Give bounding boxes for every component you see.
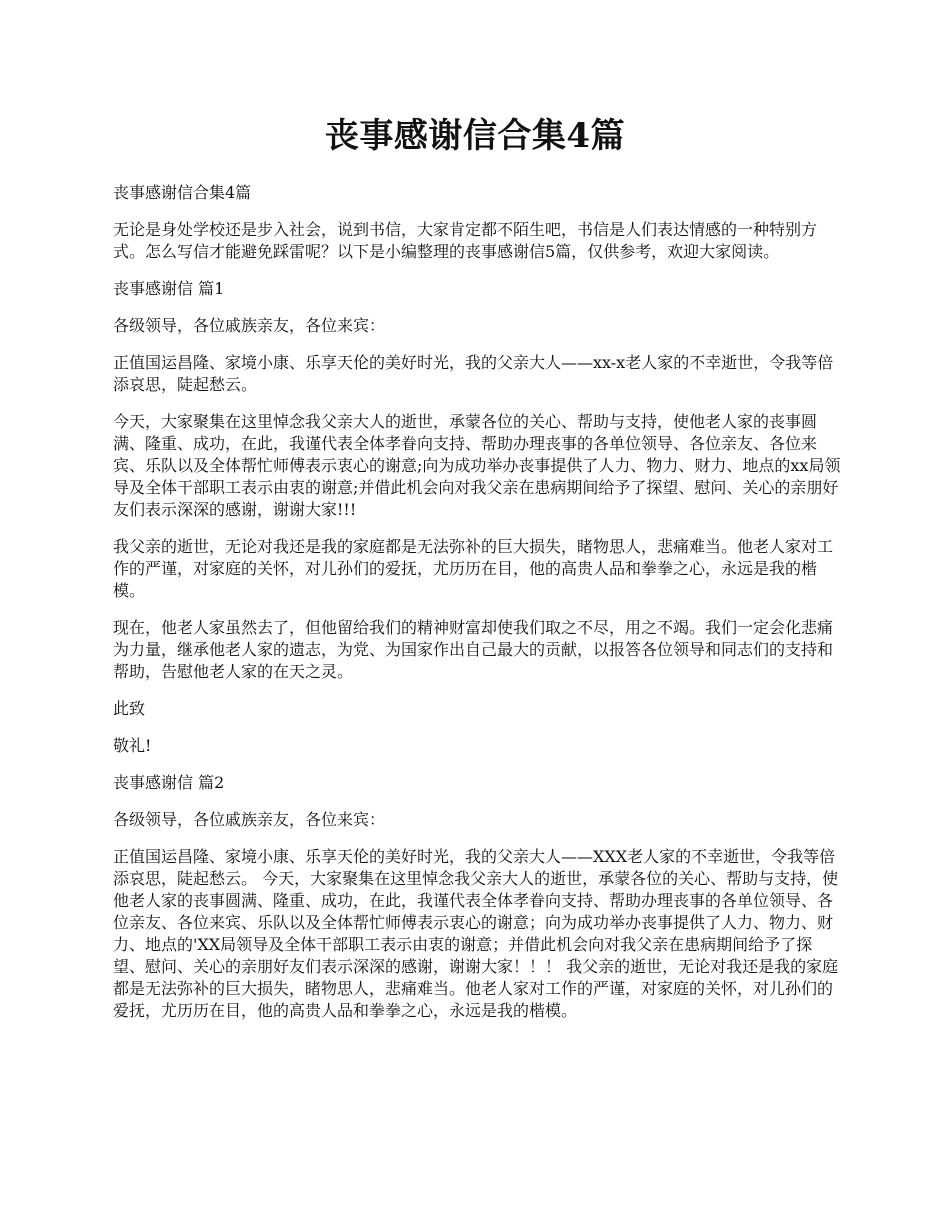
document-body <box>113 182 843 1037</box>
salutation-2: 各级领导，各位戚族亲友，各位来宾： <box>113 810 386 829</box>
intro-paragraph: 无论是身处学校还是步入社会，说到书信，大家肯定都不陌生吧，书信是人们表达情感的一种特别方式。怎么写信才能避免踩雷呢？以下是小编整理的丧事感谢信5篇，仅供参考，欢迎大家阅读。 <box>113 220 818 261</box>
section-heading-2: 丧事感谢信 篇2 <box>113 773 225 792</box>
document-title: 丧事感谢信合集4篇 <box>324 116 626 156</box>
letter1-paragraph-1: 正值国运昌隆、家境小康、乐享天伦的美好时光，我的父亲大人——xx-x老人家的不幸逝世，令我等倍添哀思，陡起愁云。 <box>113 353 834 394</box>
letter1-paragraph-2: 今天，大家聚集在这里悼念我父亲大人的逝世，承蒙各位的关心、帮助与支持，使他老人家的丧事圆满、隆重、成功，在此，我谨代表全体孝眷向支持、帮助办理丧事的各单位领导、各位亲友、各位来宾、乐队以及全体帮忙师傅表示衷心的谢意;向为成功举办丧事提供了人力、物力、财力、地点的xx局领导及全体干部职工表示由衷的谢意;并借此机会向对我父亲在患病期间给予了探望、慰问、关心的亲朋好友们表示深深的感谢，谢谢大家!!! <box>113 412 841 519</box>
letter1-paragraph-4: 现在，他老人家虽然去了，但他留给我们的精神财富却使我们取之不尽，用之不竭。我们一定会化悲痛为力量，继承他老人家的遗志，为党、为国家作出自己最大的贡献，以报答各位领导和同志们的支持和帮助，告慰他老人家的在天之灵。 <box>113 618 834 681</box>
closing-line-2: 敬礼! <box>113 736 152 755</box>
letter2-paragraph-1: 正值国运昌隆、家境小康、乐享天伦的美好时光，我的父亲大人——XXX老人家的不幸逝世，令我等倍添哀思，陡起愁云。 今天，大家聚集在这里悼念我父亲大人的逝世，承蒙各位的关心、帮助与支持，使他老人家的丧事圆满、隆重、成功，在此，我谨代表全体孝眷向支持、帮助办理丧事的各单位领导、各位亲友、各位来宾、乐队以及全体帮忙师傅表示衷心的谢意；向为成功举办丧事提供了人力、物力、财力、地点的'XX局领导及全体干部职工表示由衷的谢意；并借此机会向对我父亲在患病期间给予了探望、慰问、关心的亲朋好友们表示深深的感谢，谢谢大家！！！ 我父亲的逝世，无论对我还是我的家庭都是无法弥补的巨大损失，睹物思人，悲痛难当。他老人家对工作的严谨，对家庭的关怀，对儿孙们的爱抚，尤历历在目，他的高贵人品和拳拳之心，永远是我的楷模。 <box>113 847 839 1020</box>
section-heading-1: 丧事感谢信 篇1 <box>113 279 225 298</box>
subtitle-line: 丧事感谢信合集4篇 <box>113 183 252 202</box>
letter1-paragraph-3: 我父亲的逝世，无论对我还是我的家庭都是无法弥补的巨大损失，睹物思人，悲痛难当。他老人家对工作的严谨，对家庭的关怀，对儿孙们的爱抚，尤历历在目，他的高贵人品和拳拳之心，永远是我的楷模。 <box>113 537 834 600</box>
closing-line-1: 此致 <box>113 699 146 718</box>
salutation-1: 各级领导，各位戚族亲友，各位来宾： <box>113 316 386 335</box>
